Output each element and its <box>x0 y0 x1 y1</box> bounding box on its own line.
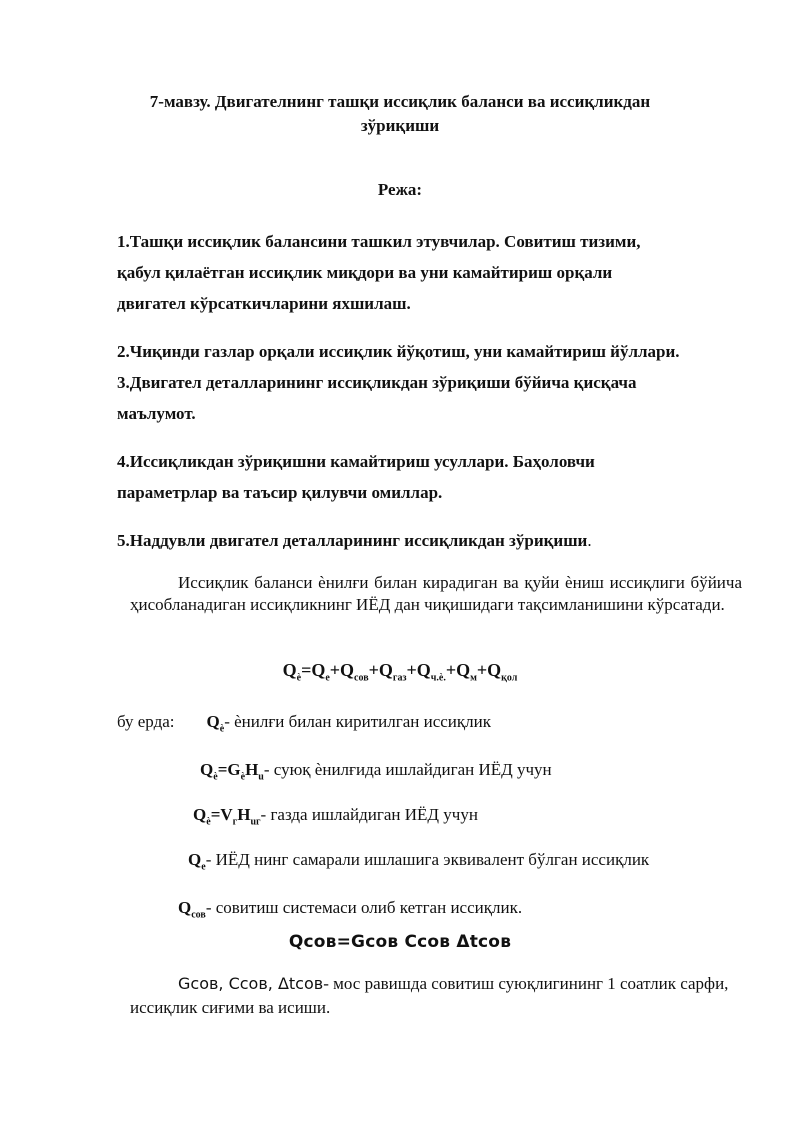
title-line-2: зўриқиши <box>360 116 440 135</box>
cooling-paragraph-text: - мос равишда совитиш суюқлигининг 1 соатлик сарфи, иссиқлик сиғими ва исиши. <box>130 974 729 1017</box>
plan-line: қабул қилаётган иссиқлик миқдори ва уни камайтириш орқали <box>117 263 613 282</box>
plan-line: двигател кўрсаткичларини яхшилаш. <box>117 294 411 313</box>
definition-intro: бу ерда: $Q_ѐ-$ ѐнилғи билан киритилган иссиқлик <box>117 712 491 735</box>
plan-list <box>117 226 757 556</box>
balance-paragraph: Иссиқлик баланси ѐнилғи билан кирадиган ва қуйи ѐниш иссиқлиги бўйича ҳисобланадиган иссиқликнинг ИЁД дан чиқишидаги тақсимланишини кўрсатади. <box>130 573 742 614</box>
definition-effective-heat: $Q_e-$ ИЁД нинг самарали ишлашига эквивалент бўлган иссиқлик <box>188 850 650 873</box>
heat-balance-formula: $Q_ѐ=Q_e+Q_{сов}+Q_{газ}+Q_{ч.ѐ.}+Q_м+Q_{қол}$ <box>282 660 518 684</box>
plan-line: 1.Ташқи иссиқлик балансини ташкил этувчилар. Совитиш тизими, <box>117 232 641 251</box>
plan-line: 4.Иссиқликдан зўриқишни камайтириш усуллари. Баҳоловчи <box>117 452 595 471</box>
plan-heading: Режа: <box>377 180 423 199</box>
plan-line: параметрлар ва таъсир қилувчи омиллар. <box>117 483 443 502</box>
plan-line: 3.Двигател деталларининг иссиқликдан зўриқиши бўйича қисқача <box>117 373 637 392</box>
title-line-1: 7-мавзу. Двигателнинг ташқи иссиқлик баланси ва иссиқликдан <box>149 92 651 111</box>
plan-line: 2.Чиқинди газлар орқали иссиқлик йўқотиш, уни камайтириш йўллари. <box>117 342 680 361</box>
definition-liquid-fuel: $Q_ѐ=G_ѐH_u-$ суюқ ѐнилғида ишлайдиган ИЁД учун <box>200 760 552 783</box>
plan-line-tail: . <box>587 531 592 550</box>
cooling-paragraph <box>130 972 742 1020</box>
plan-line-text: 5.Наддувли двигател деталларининг иссиқликдан зўриқиши <box>117 531 588 550</box>
plan-line <box>117 525 757 556</box>
definition-gas-fuel: $Q_ѐ=V_гH_{uг}-$ газда ишлайдиган ИЁД учун <box>193 805 478 828</box>
plan-line: маълумот. <box>117 404 196 423</box>
document-title <box>100 90 700 138</box>
cooling-heat-formula: Qсов=Gсов Cсов Δtсов <box>288 932 512 952</box>
cooling-variables: Gсов, Cсов, Δtсов <box>178 974 324 993</box>
definition-cooling-heat: $Q_{сов}-$ совитиш системаси олиб кетган иссиқлик. <box>178 898 523 921</box>
